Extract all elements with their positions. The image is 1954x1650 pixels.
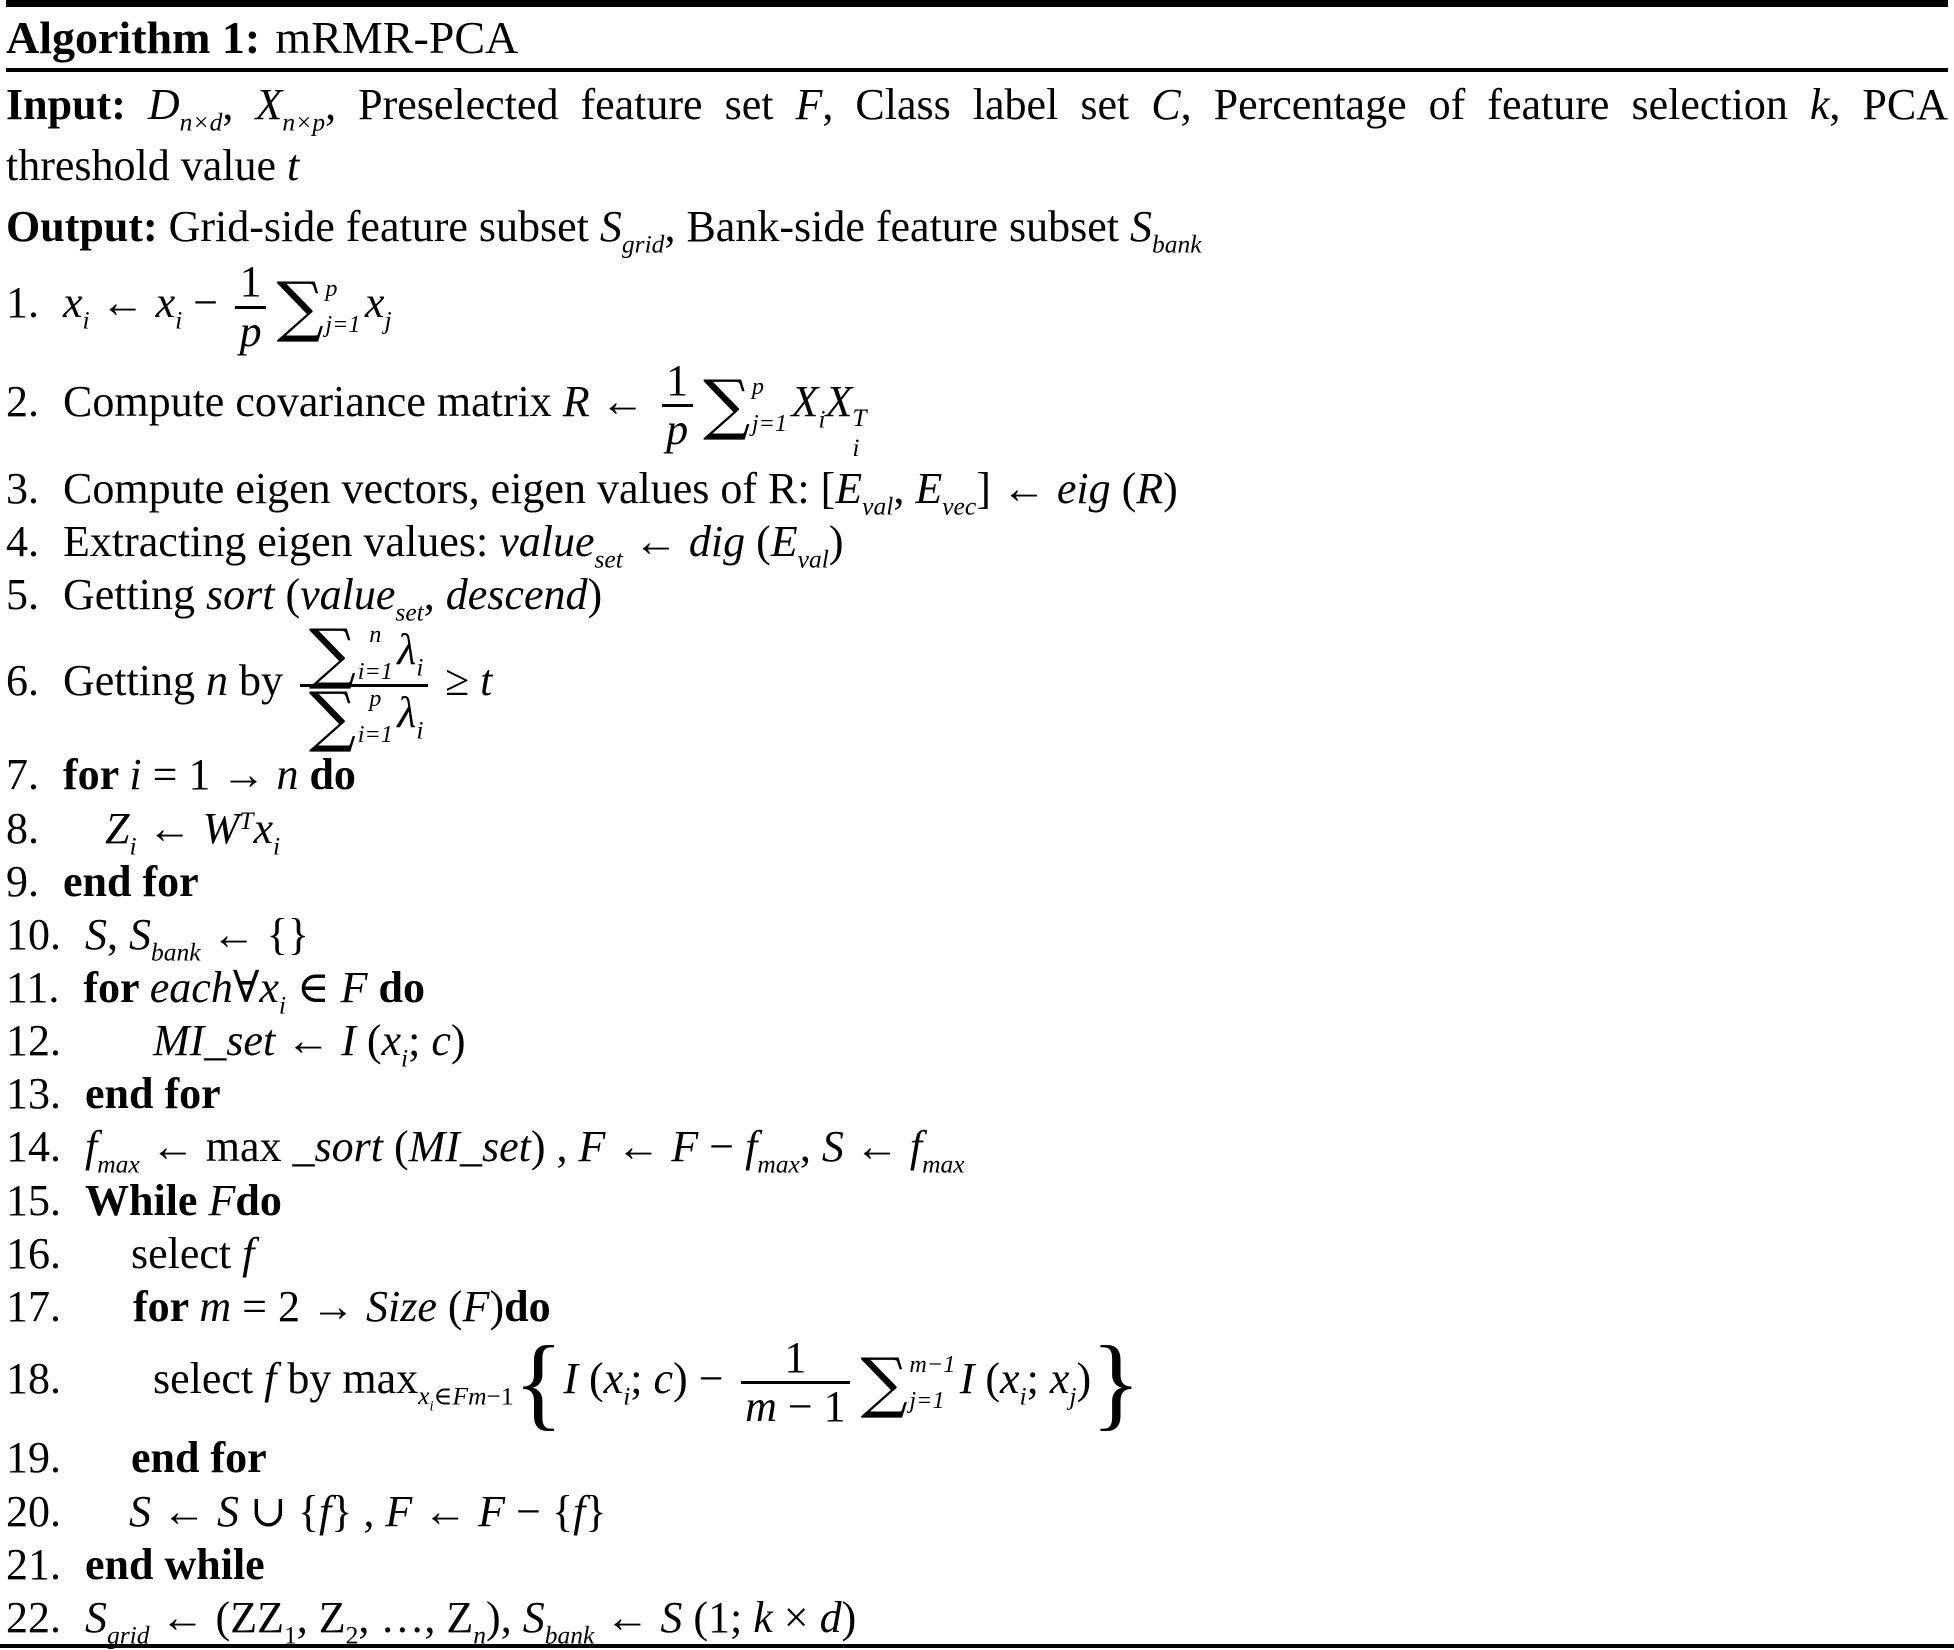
- step-number: 13.: [6, 1069, 61, 1119]
- algorithm-step: [6, 963, 1948, 1020]
- algorithm-step: [6, 1487, 1948, 1537]
- step-number: 12.: [6, 1016, 61, 1066]
- header-rule: [6, 68, 1948, 72]
- fraction: ∑ n i=1 $\lambda_i$ ∑ p i=1 $\lambda_i$: [300, 623, 428, 747]
- algorithm-step: [6, 570, 1948, 627]
- algorithm-steps: [6, 257, 1948, 1650]
- step-number: 17.: [6, 1281, 61, 1331]
- step-number: 5.: [6, 570, 39, 620]
- step-number: 10.: [6, 909, 61, 959]
- step-content: Extracting eigen values: value$_{set}$ ← dig $(E_{val})$: [63, 517, 844, 574]
- algorithm-step: [6, 1433, 1948, 1483]
- step-content: $S_{grid}$ ← ($ZZ_1$, $Z_2$, …, $Z_n$), $S_{bank}$ ← S (1; k × d): [85, 1592, 857, 1650]
- step-number: 14.: [6, 1122, 61, 1172]
- step-number: 9.: [6, 856, 39, 906]
- step-number: 22.: [6, 1592, 61, 1642]
- summation: ∑ m−1 j=1: [860, 1343, 956, 1421]
- step-content: for $each\forall x_i$ ∈ F do: [83, 963, 425, 1020]
- input-line-1: Input: $D_{n\times d}$, $X_{n\times p}$, Preselected feature set F, Class label set C, Percentage of feature selection k, PCA: [6, 79, 1949, 137]
- step-content: Compute covariance matrix R ← $\frac{1}{p}$ ∑ p j=1 $X_iX$ T i: [63, 355, 867, 463]
- algorithm-step: [6, 1325, 1948, 1440]
- algorithm-step: [6, 1069, 1948, 1119]
- step-number: 11.: [6, 963, 60, 1013]
- step-content: for i = 1 → n do: [63, 750, 356, 800]
- algorithm-step: [6, 1016, 1948, 1073]
- step-number: 19.: [6, 1433, 61, 1483]
- step-content: end for: [131, 1433, 267, 1483]
- step-number: 7.: [6, 750, 39, 800]
- big-delimiter: }: [1091, 1325, 1141, 1440]
- step-content: MI_set ← I ($x_i$; c): [153, 1016, 466, 1073]
- algorithm-step: [6, 1229, 1948, 1279]
- sigma-symbol: ∑: [860, 1343, 908, 1421]
- big-delimiter: {: [513, 1325, 564, 1440]
- step-content: end for: [85, 1069, 221, 1119]
- summation: ∑ p j=1: [703, 366, 788, 444]
- algorithm-step: [6, 1176, 1948, 1226]
- step-content: $x_i$ ← $x_i$ − $\frac{1}{p}$ ∑ p j=1 $x_j$: [63, 257, 392, 356]
- step-number: 15.: [6, 1175, 61, 1225]
- sigma-symbol: ∑: [276, 268, 324, 346]
- step-content: end while: [85, 1539, 265, 1589]
- step-content: S, $S_{bank}$ ← {}: [85, 909, 309, 967]
- algorithm-name: mRMR-PCA: [275, 12, 519, 63]
- algorithm-label: Algorithm 1:: [6, 12, 261, 63]
- input-line-2: threshold value t: [6, 141, 300, 191]
- algorithm-step: [6, 803, 1948, 861]
- step-content: S ← S ∪ {f} , F ← F − {f}: [129, 1486, 607, 1536]
- step-number: 1.: [6, 278, 39, 328]
- step-content: Getting n by ∑ n i=1 $\lambda_i$ ∑ p i=1 $\lambda_i$ ≥ t: [63, 614, 493, 756]
- step-number: 3.: [6, 463, 39, 513]
- step-number: 2.: [6, 376, 39, 426]
- step-number: 16.: [6, 1228, 61, 1278]
- algorithm-step: [6, 1592, 1948, 1650]
- sigma-symbol: ∑: [703, 366, 751, 444]
- algorithm-step: [6, 857, 1948, 907]
- algorithm-step: [6, 1282, 1948, 1332]
- step-number: 20.: [6, 1486, 61, 1536]
- algorithm-step: [6, 614, 1948, 756]
- step-content: end for: [63, 856, 199, 906]
- bottom-rule: [0, 1644, 1954, 1648]
- step-number: 4.: [6, 517, 39, 567]
- step-content: Getting sort (value$_{set}$, descend): [63, 570, 603, 627]
- algorithm-step: [6, 909, 1948, 967]
- step-content: Compute eigen vectors, eigen values of R: [$E_{val}$, $E_{vec}$] ← eig (R): [63, 463, 1178, 521]
- step-content: While Fdo: [85, 1175, 282, 1225]
- step-number: 18.: [6, 1353, 61, 1403]
- algorithm-header: [6, 7, 1948, 68]
- algorithm-step: [6, 355, 1948, 463]
- sigma-symbol: ∑: [308, 678, 357, 756]
- top-rule: [6, 0, 1948, 7]
- algorithm-step: [6, 259, 1948, 354]
- algorithm-step: [6, 463, 1948, 521]
- step-content: select f: [131, 1228, 255, 1278]
- algorithm-step: [6, 1122, 1948, 1179]
- step-number: 6.: [6, 656, 39, 706]
- summation: ∑ p i=1: [308, 678, 393, 756]
- fraction: $\frac{1}{m - 1}$: [741, 1335, 850, 1430]
- step-content: for m = 2 → Size (F)do: [133, 1281, 551, 1331]
- step-content: $f_{max}$ ← max _sort (MI_set) , F ← $F - f_{max}$, S ← $f_{max}$: [85, 1122, 965, 1179]
- algorithm-step: [6, 1540, 1948, 1590]
- summation: ∑ p j=1: [276, 268, 361, 346]
- fraction: $\frac{1}{p}$: [662, 358, 693, 453]
- step-number: 21.: [6, 1539, 61, 1589]
- output-line: Output: Grid-side feature subset $S_{grid}$, Bank-side feature subset $S_{bank}$: [6, 202, 1202, 259]
- algorithm-step: [6, 517, 1948, 574]
- step-content: $Z_i$ ← $W^Tx_i$: [105, 803, 281, 861]
- sigma-symbol: ∑: [308, 614, 357, 692]
- fraction: $\frac{1}{p}$: [235, 259, 266, 354]
- summation: ∑ n i=1: [308, 614, 393, 692]
- algorithm-step: [6, 750, 1948, 800]
- step-content: select f by $\max_{x_i\in Fm-1}\{I$ ($x_i$; c) − $\frac{1}{m - 1}$ ∑ m−1 j=1 I ($x_i$; $x_j$)}: [153, 1325, 1141, 1440]
- step-number: 8.: [6, 803, 39, 853]
